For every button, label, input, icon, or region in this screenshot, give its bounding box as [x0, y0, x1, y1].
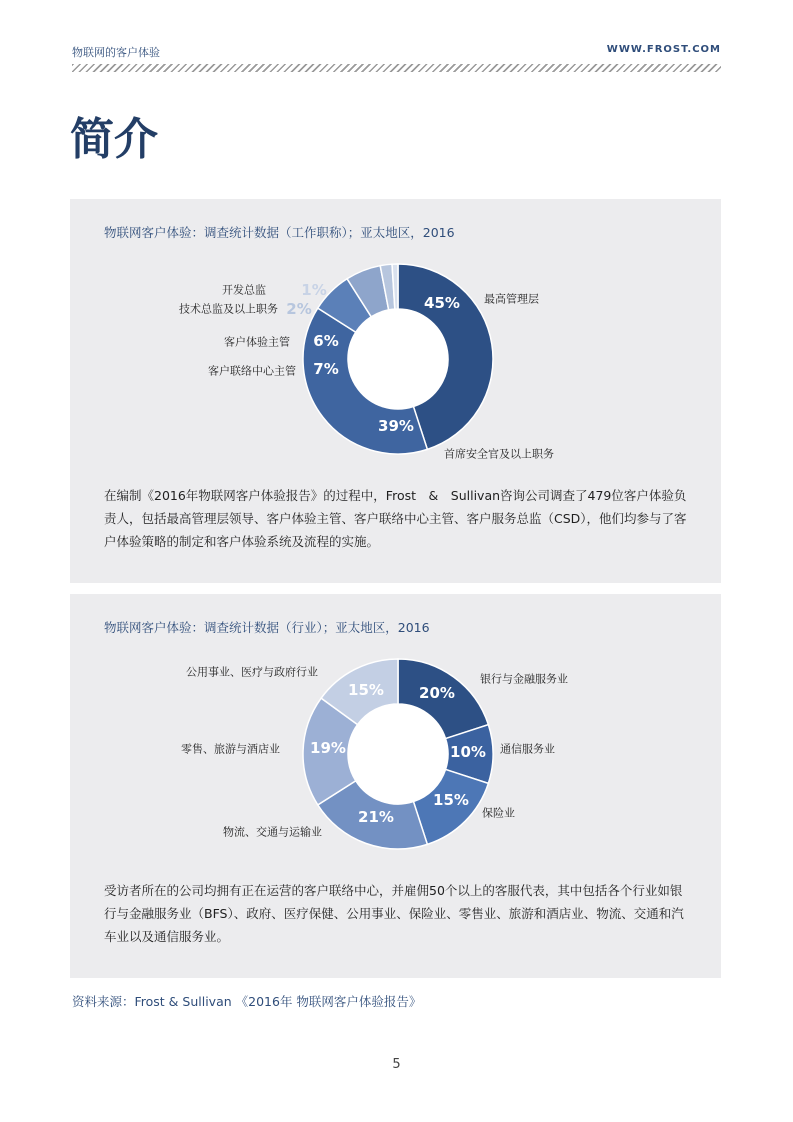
slice-category-label: 通信服务业	[500, 742, 555, 756]
slice-category-label: 银行与金融服务业	[480, 672, 568, 686]
donut-hole	[348, 704, 448, 804]
page-title: 简介	[70, 114, 158, 165]
donut-hole	[348, 309, 448, 409]
job-title-description: 在编制《2016年物联网客户体验报告》的过程中，Frost & Sullivan咨询公司调查了479位客户体验负责人，包括最高管理层领导、客户体验主管、客户联络中心主管、客户服务总监（CSD），他们均参与了客户体验策略的制定和客户体验系统及流程的实施。	[104, 488, 687, 549]
header-divider	[72, 64, 721, 72]
slice-category-label: 最高管理层	[484, 292, 539, 306]
slice-percent-label: 39%	[378, 417, 414, 435]
slice-percent-label: 21%	[358, 808, 394, 826]
header-website[interactable]: WWW.FROST.COM	[606, 44, 721, 55]
slice-category-label: 客户体验主管	[224, 335, 290, 349]
slice-percent-label: 7%	[313, 360, 339, 378]
job-title-donut-chart	[70, 199, 721, 479]
slice-category-label: 开发总监	[222, 283, 266, 297]
source-note: 资料来源：Frost & Sullivan 《2016年 物联网客户体验报告》	[72, 994, 422, 1009]
slice-percent-label: 6%	[313, 332, 339, 350]
slice-percent-label: 15%	[348, 681, 384, 699]
slice-percent-label: 2%	[286, 300, 312, 318]
slice-category-label: 零售、旅游与酒店业	[181, 742, 280, 756]
job-title-panel	[70, 199, 721, 583]
slice-category-label: 物流、交通与运输业	[223, 825, 322, 839]
industry-panel	[70, 594, 721, 978]
slice-category-label: 公用事业、医疗与政府行业	[186, 665, 318, 679]
slice-percent-label: 20%	[419, 684, 455, 702]
slice-percent-label: 10%	[450, 743, 486, 761]
slice-category-label: 首席安全官及以上职务	[444, 447, 554, 461]
slice-percent-label: 15%	[433, 791, 469, 809]
job-title-chart-title: 物联网客户体验：调查统计数据（工作职称）；亚太地区，2016	[104, 225, 455, 240]
slice-percent-label: 45%	[424, 294, 460, 312]
slice-category-label: 技术总监及以上职务	[179, 302, 278, 316]
slice-percent-label: 19%	[310, 739, 346, 757]
industry-chart-title: 物联网客户体验：调查统计数据（行业）；亚太地区，2016	[104, 620, 430, 635]
industry-description: 受访者所在的公司均拥有正在运营的客户联络中心，并雇佣50个以上的客服代表，其中包括各个行业如银行与金融服务业（BFS）、政府、医疗保健、公用事业、保险业、零售业、旅游和酒店业、物流、交通和汽车业以及通信服务业。	[104, 883, 684, 944]
header-section-title: 物联网的客户体验	[72, 46, 160, 59]
slice-category-label: 客户联络中心主管	[208, 364, 296, 378]
page-number: 5	[392, 1057, 401, 1072]
slice-category-label: 保险业	[482, 806, 515, 820]
industry-donut-chart	[70, 594, 721, 874]
slice-percent-label: 1%	[301, 281, 327, 299]
